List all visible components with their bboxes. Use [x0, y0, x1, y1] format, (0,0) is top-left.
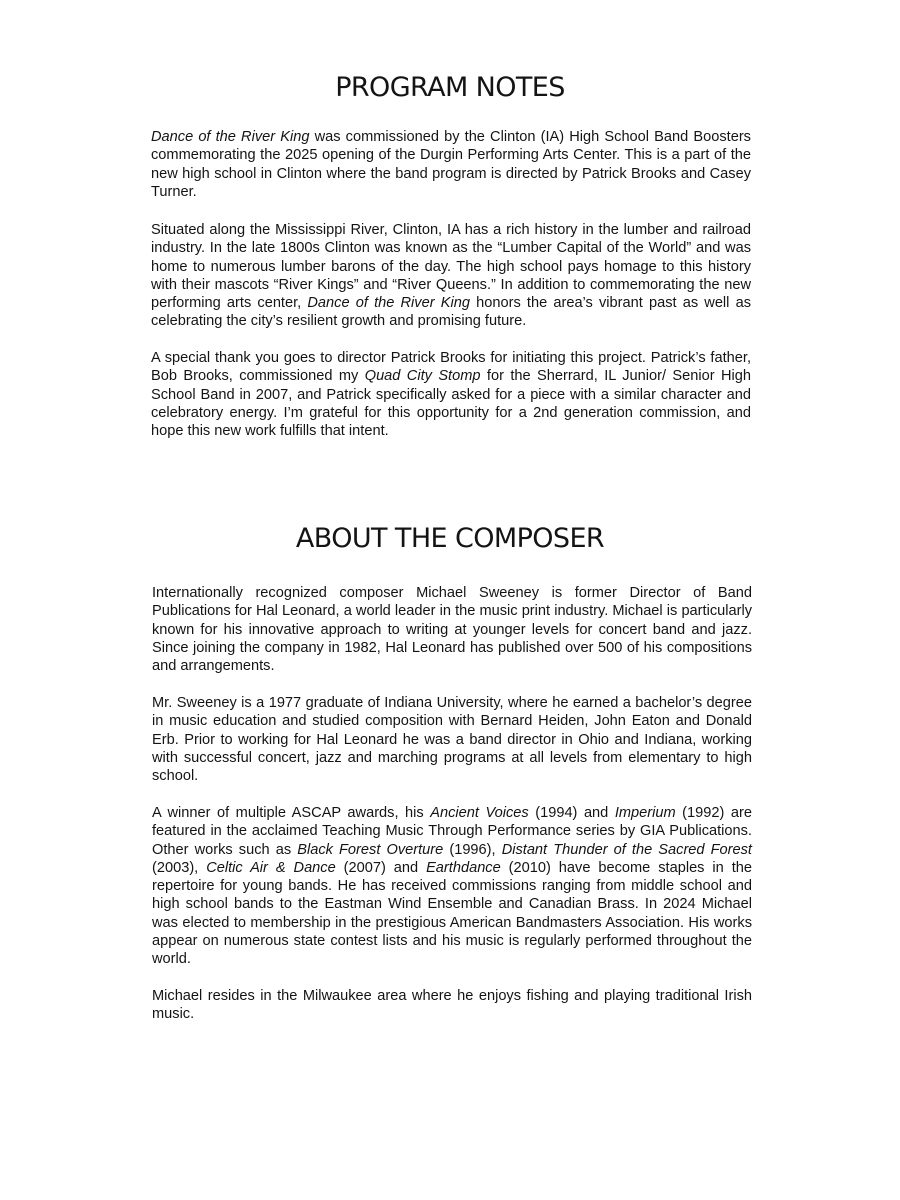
- paragraph-text: for the Sherrard, IL Junior/ Senior High School Band in 2007, and Patrick specifically asked for a piece with a similar character and celebratory energy. I’m grateful for this opportunity for a 2nd generation commission, and hope this new work fulfills that intent.: [151, 368, 752, 440]
- program-notes-paragraph-2: [151, 221, 751, 331]
- paragraph-text: Situated along the Mississippi River, Clinton, IA has a rich history in the lumber and railroad industry. In the late 1800s Clinton was known as the “Lumber Capital of the World” and was home to numerous lumber barons of the day. The high school pays homage to this history with their mascots “River Kings” and “River Queens.” In addition to commemorating the new performing arts center,: [151, 222, 751, 312]
- paragraph-text: was commissioned by the Clinton (IA) High School Band Boosters commemorating the 2025 opening of the Durgin Performing Arts Center. This is a part of the new high school in Clinton where the band program is directed by Patrick Brooks and Casey Turner.: [151, 129, 751, 200]
- paragraph-text: (1994) and: [528, 805, 615, 821]
- paragraph-text: (1992) are featured in the acclaimed Teaching Music Through Performance series by GIA Publications. Other works such as: [152, 805, 752, 858]
- program-notes-paragraph-3: [151, 349, 751, 440]
- work-title: Distant Thunder of the Sacred Forest: [501, 841, 752, 858]
- about-composer-heading: ABOUT THE COMPOSER: [295, 523, 605, 554]
- work-title: Black Forest Overture: [297, 841, 444, 858]
- about-composer-paragraph-3: [152, 804, 752, 969]
- program-notes-heading: PROGRAM NOTES: [335, 72, 565, 103]
- work-title: Imperium: [614, 805, 676, 821]
- paragraph-text: (1996),: [443, 841, 502, 858]
- work-title: Ancient Voices: [430, 805, 529, 821]
- about-composer-paragraph-2: Mr. Sweeney is a 1977 graduate of Indiana University, where he earned a bachelor’s degree in music education and studied composition with Bernard Heiden, John Eaton and Donald Erb. Prior to working for Hal Leonard he was a band director in Ohio and Indiana, working with successful concert, jazz and marching programs at all levels from elementary to high school.: [152, 695, 752, 785]
- paragraph-text: honors the area’s vibrant past as well as celebrating the city’s resilient growth and promising future.: [151, 295, 751, 330]
- program-notes-paragraph-1: [151, 128, 751, 201]
- paragraph-text: A winner of multiple ASCAP awards, his: [152, 805, 431, 821]
- paragraph-text: (2010) have become staples in the repertoire for young bands. He has received commissions ranging from middle school and high school bands to the Eastman Wind Ensemble and Canadian Brass. In 2024 Michael was elected to membership in the prestigious American Bandmasters Association. His works appear on numerous state contest lists and his music is regularly performed throughout the world.: [152, 859, 753, 968]
- paragraph-text: (2007) and: [335, 859, 427, 876]
- about-composer-paragraph-1: Internationally recognized composer Michael Sweeney is former Director of Band Publications for Hal Leonard, a world leader in the music print industry. Michael is particularly known for his innovative approach to writing at younger levels for concert band and jazz. Since joining the company in 1982, Hal Leonard has published over 500 of his compositions and arrangements.: [152, 585, 752, 675]
- work-title: Dance of the River King: [151, 129, 310, 145]
- about-composer-paragraph-4: Michael resides in the Milwaukee area where he enjoys fishing and playing traditional Irish music.: [152, 988, 752, 1023]
- work-title: Quad City Stomp: [364, 368, 481, 385]
- work-title: Earthdance: [426, 859, 501, 876]
- work-title: Dance of the River King: [307, 295, 470, 312]
- paragraph-text: (2003),: [152, 859, 207, 876]
- work-title: Celtic Air & Dance: [206, 859, 336, 876]
- paragraph-text: A special thank you goes to director Patrick Brooks for initiating this project. Patrick’s father, Bob Brooks, commissioned my: [151, 350, 751, 385]
